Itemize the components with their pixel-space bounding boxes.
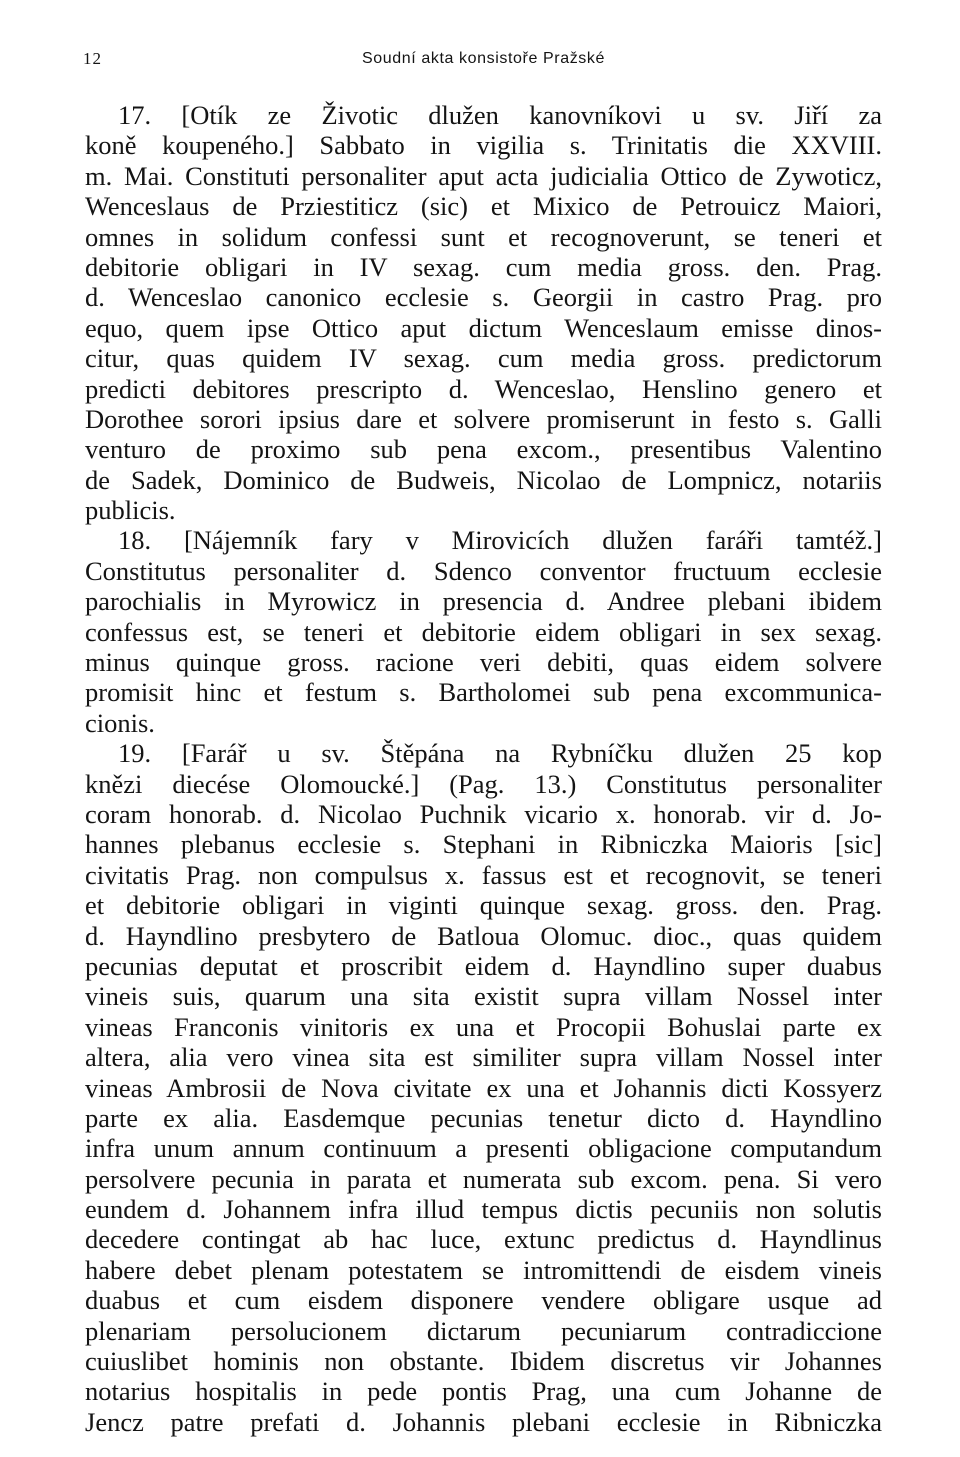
text-line: citur, quas quidem IV sexag. cum media gross. predictorum bbox=[85, 343, 882, 374]
text-line: Jencz patre prefati d. Johannis plebani ecclesie in Ribniczka bbox=[85, 1406, 882, 1437]
text-line: hannes plebanus ecclesie s. Stephani in Ribniczka Maioris [sic] bbox=[85, 829, 882, 860]
text-line: 17. [Otík ze Životic dlužen kanovníkovi u sv. Jiří za bbox=[118, 100, 882, 130]
text-line: m. Mai. Constituti personaliter aput acta judicialia Ottico de Zywoticz, bbox=[85, 160, 882, 191]
text-line: parochialis in Myrowicz in presencia d. Andree plebani ibidem bbox=[85, 586, 882, 617]
text-line: persolvere pecunia in parata et numerata sub excom. pena. Si vero bbox=[85, 1163, 882, 1194]
text-line: pecunias deputat et proscribit eidem d. Hayndlino super duabus bbox=[85, 950, 882, 981]
text-line: 18. [Nájemník fary v Mirovicích dlužen faráři tamtéž.] bbox=[118, 525, 882, 556]
text-line: predicti debitores prescripto d. Wenceslao, Henslino genero et bbox=[85, 373, 882, 404]
document-body bbox=[85, 100, 882, 1437]
text-line: knězi diecése Olomoucké.] (Pag. 13.) Constitutus personaliter bbox=[85, 768, 882, 799]
text-line: de Sadek, Dominico de Budweis, Nicolao de Lompnicz, notariis bbox=[85, 464, 882, 495]
entry-19 bbox=[85, 738, 882, 1437]
text-line: confessus est, se teneri et debitorie eidem obligari in sex sexag. bbox=[85, 616, 882, 647]
text-line: coram honorab. d. Nicolao Puchnik vicario x. honorab. vir d. Jo- bbox=[85, 798, 882, 829]
text-line: parte ex alia. Easdemque pecunias tenetur dicto d. Hayndlino bbox=[85, 1102, 882, 1133]
text-line: debitorie obligari in IV sexag. cum media gross. den. Prag. bbox=[85, 251, 882, 282]
text-line: promisit hinc et festum s. Bartholomei sub pena excommunica- bbox=[85, 677, 882, 708]
text-line: Dorothee sorori ipsius dare et solvere promiserunt in festo s. Galli bbox=[85, 403, 882, 434]
text-line: minus quinque gross. racione veri debiti, quas eidem solvere bbox=[85, 647, 882, 678]
text-line: vineas Ambrosii de Nova civitate ex una et Johannis dicti Kossyerz bbox=[85, 1072, 882, 1103]
text-line: vineas Franconis vinitoris ex una et Procopii Bohuslai parte ex bbox=[85, 1011, 882, 1042]
text-line: infra unum annum continuum a presenti obligacione computandum bbox=[85, 1133, 882, 1164]
text-line: cuiuslibet hominis non obstante. Ibidem discretus vir Johannes bbox=[85, 1346, 882, 1377]
text-line: d. Wenceslao canonico ecclesie s. Georgii in castro Prag. pro bbox=[85, 282, 882, 313]
page-number: 12 bbox=[83, 49, 102, 68]
running-header bbox=[85, 44, 882, 74]
text-line: duabus et cum eisdem disponere vendere obligare usque ad bbox=[85, 1285, 882, 1316]
text-line: habere debet plenam potestatem se intromittendi de eisdem vineis bbox=[85, 1254, 882, 1285]
text-line: eundem d. Johannem infra illud tempus dictis pecuniis non solutis bbox=[85, 1194, 882, 1225]
text-line: et debitorie obligari in viginti quinque sexag. gross. den. Prag. bbox=[85, 890, 882, 921]
text-line: notarius hospitalis in pede pontis Prag, una cum Johanne de bbox=[85, 1376, 882, 1407]
text-line: vineis suis, quarum una sita existit supra villam Nossel inter bbox=[85, 981, 882, 1012]
text-line: venturo de proximo sub pena excom., presentibus Valentino bbox=[85, 434, 882, 465]
text-line: 19. [Farář u sv. Štěpána na Rybníčku dlužen 25 kop bbox=[118, 738, 882, 769]
text-line: equo, quem ipse Ottico aput dictum Wenceslaum emisse dinos- bbox=[85, 312, 882, 343]
text-line: publicis. bbox=[85, 495, 176, 526]
text-line: Wenceslaus de Prziestiticz (sic) et Mixico de Petrouicz Maiori, bbox=[85, 191, 882, 222]
running-title: Soudní akta konsistoře Pražské bbox=[361, 50, 605, 67]
text-line: civitatis Prag. non compulsus x. fassus est et recognovit, se teneri bbox=[85, 859, 882, 890]
text-line: d. Hayndlino presbytero de Batloua Olomuc. dioc., quas quidem bbox=[85, 920, 882, 951]
text-line: Constitutus personaliter d. Sdenco conventor fructuum ecclesie bbox=[85, 555, 882, 586]
entry-17 bbox=[85, 100, 882, 525]
text-line: plenariam persolucionem dictarum pecuniarum contradiccione bbox=[85, 1315, 882, 1346]
entry-18 bbox=[85, 525, 882, 738]
text-line: omnes in solidum confessi sunt et recognoverunt, se teneri et bbox=[85, 221, 882, 252]
text-line: cionis. bbox=[85, 707, 155, 738]
text-line: koně koupeného.] Sabbato in vigilia s. Trinitatis die XXVIII. bbox=[85, 130, 882, 161]
document-page bbox=[85, 44, 882, 1437]
text-line: decedere contingat ab hac luce, extunc predictus d. Hayndlinus bbox=[85, 1224, 882, 1255]
text-line: altera, alia vero vinea sita est similiter supra villam Nossel inter bbox=[85, 1042, 882, 1073]
